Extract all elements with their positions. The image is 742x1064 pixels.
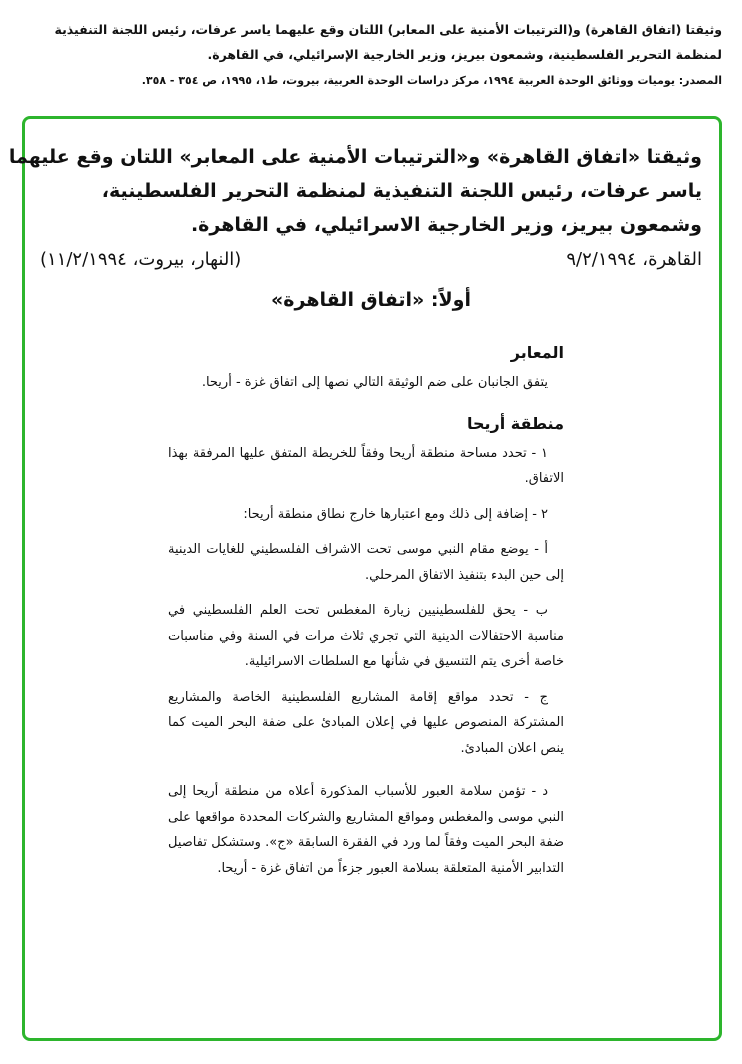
- document-body: [168, 340, 564, 891]
- crossings-heading: المعابر: [510, 343, 564, 362]
- header-title-line-1: وثيقتا (اتفاق القاهرة) و(الترتيبات الأمنية على المعابر) اللتان وقع عليهما ياسر عرفات، رئيس اللجنة التنفيذية: [54, 22, 722, 37]
- item-2: ٢ - إضافة إلى ذلك ومع اعتبارها خارج نطاق منطقة أريحا:: [243, 506, 548, 522]
- place-date: القاهرة، ٩/٢/١٩٩٤: [566, 249, 702, 270]
- header-title-line-2: لمنظمة التحرير الفلسطينية، وشمعون بيريز، وزير الخارجية الإسرائيلي، في القاهرة.: [207, 47, 722, 62]
- item-a: أ - يوضع مقام النبي موسى تحت الاشراف الفلسطيني للغايات الدينية إلى حين البدء بتنفيذ الاتفاق المرحلي.: [168, 542, 564, 583]
- doc-title-line-2: ياسر عرفات، رئيس اللجنة التنفيذية لمنظمة التحرير الفلسطينية،: [101, 180, 702, 202]
- doc-title-line-3: وشمعون بيريز، وزير الخارجية الاسرائيلي، في القاهرة.: [190, 214, 702, 236]
- item-1: ١ - تحدد مساحة منطقة أريحا وفقاً للخريطة المتفق عليها المرفقة بهذا الاتفاق.: [168, 445, 564, 486]
- date-line: [40, 249, 702, 270]
- source-ref: (النهار، بيروت، ١١/٢/١٩٩٤): [40, 249, 242, 270]
- item-b: ب - يحق للفلسطينيين زيارة المغطس تحت العلم الفلسطيني في مناسبة الاحتفالات الدينية التي تجري ثلاث مرات في السنة وفي مناسبات خاصة أخرى يتم التنسيق في شأنها مع السلطات الاسرائيلية.: [168, 603, 564, 669]
- item-c: ج - تحدد مواقع إقامة المشاريع الفلسطينية الخاصة والمشاريع المشتركة المنصوص عليها في إعلان المبادئ على ضفة البحر الميت كما ينص اعلان المبادئ.: [168, 689, 564, 756]
- doc-title-line-1: وثيقتا «اتفاق القاهرة» و«الترتيبات الأمنية على المعابر» اللتان وقع عليهما: [8, 146, 702, 168]
- item-d: د - تؤمن سلامة العبور للأسباب المذكورة أعلاه من منطقة أريحا إلى النبي موسى والمغطس ومواقع المشاريع والشركات المحددة مواقعها على ضفة البحر الميت وفقاً لما ورد في الفقرة السابقة «ج». وستشكل تفاصيل التدابير الأمنية المتعلقة بسلامة العبور جزءاً من اتفاق غزة - أريحا.: [168, 784, 564, 876]
- header-source: المصدر: يوميات ووثائق الوحدة العربية ١٩٩٤، مركز دراسات الوحدة العربية، بيروت، ط١، ١٩٩٥، ص ٣٥٤ - ٣٥٨.: [141, 74, 722, 87]
- crossings-paragraph: يتفق الجانبان على ضم الوثيقة التالي نصها إلى اتفاق غزة - أريحا.: [201, 374, 548, 390]
- jericho-heading: منطقة أريحا: [466, 414, 564, 433]
- section-title: أولاً: «اتفاق القاهرة»: [271, 289, 471, 311]
